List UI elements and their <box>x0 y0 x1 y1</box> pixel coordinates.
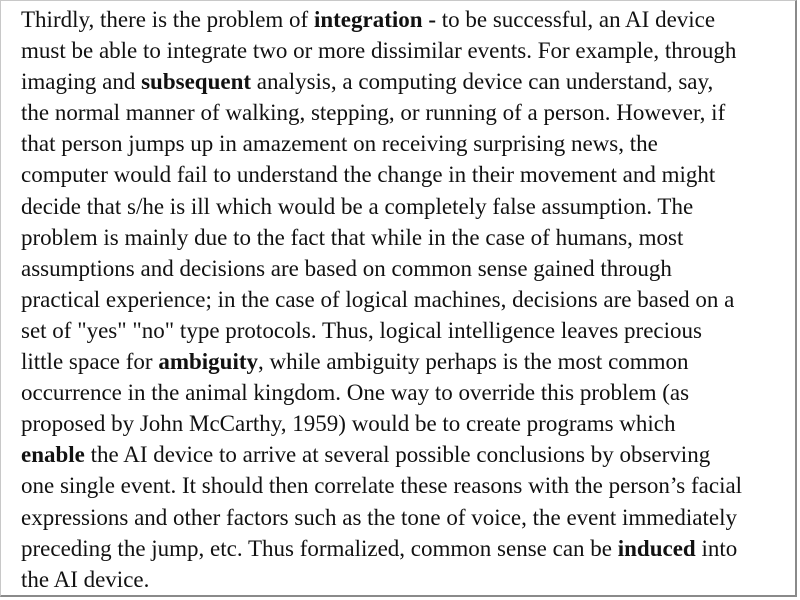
text-line <box>21 533 791 564</box>
text-run: assumptions and decisions are based on common sense gained through <box>21 255 672 281</box>
text-run: preceding the jump, etc. Thus formalized, common sense can be <box>21 535 618 561</box>
text-run: must be able to integrate two or more dissimilar events. For example, through <box>21 38 737 64</box>
text-run: computer would fail to understand the change in their movement and might <box>21 162 716 188</box>
text-line <box>21 377 791 408</box>
text-run: Thirdly, there is the problem of <box>21 7 314 32</box>
text-line <box>21 502 791 533</box>
text-line <box>21 66 791 97</box>
text-line <box>21 97 791 128</box>
text-run: occurrence in the animal kingdom. One way to override this problem (as <box>21 380 690 406</box>
text-run: into <box>695 535 738 561</box>
text-run: , while ambiguity perhaps is the most common <box>258 349 689 375</box>
text-run: expressions and other factors such as the tone of voice, the event immediately <box>21 504 737 530</box>
text-run: proposed by John McCarthy, 1959) would be to create programs which <box>21 411 676 437</box>
text-line <box>21 408 791 439</box>
text-line <box>21 564 791 595</box>
text-line <box>21 284 791 315</box>
bold-term: integration - <box>313 7 436 32</box>
text-run: little space for <box>21 349 159 375</box>
bold-term: induced <box>617 535 696 561</box>
text-run: decide that s/he is ill which would be a completely false assumption. The <box>21 193 694 219</box>
text-line <box>21 315 791 346</box>
text-run: imaging and <box>21 69 142 95</box>
bold-term: subsequent <box>141 69 252 95</box>
text-line <box>21 128 791 159</box>
text-run: the AI device. <box>21 566 150 592</box>
text-line <box>21 470 791 501</box>
text-run: problem is mainly due to the fact that while in the case of humans, most <box>21 224 684 250</box>
text-run: practical experience; in the case of logical machines, decisions are based on a <box>21 286 735 312</box>
text-line <box>21 346 791 377</box>
text-line <box>21 35 791 66</box>
text-line <box>21 191 791 222</box>
text-run: to be successful, an AI device <box>435 7 716 32</box>
text-run: that person jumps up in amazement on receiving surprising news, the <box>21 131 658 157</box>
text-run: the normal manner of walking, stepping, or running of a person. However, if <box>21 100 726 126</box>
bold-term: ambiguity <box>158 349 258 375</box>
text-line <box>21 253 791 284</box>
text-run: one single event. It should then correlate these reasons with the person’s facial <box>21 473 743 499</box>
text-run: set of "yes" "no" type protocols. Thus, logical intelligence leaves precious <box>21 317 702 343</box>
text-line <box>21 4 791 35</box>
text-run: analysis, a computing device can understand, say, <box>251 69 714 95</box>
text-line <box>21 222 791 253</box>
bold-term: enable <box>21 442 85 468</box>
text-line <box>21 439 791 470</box>
text-run: the AI device to arrive at several possible conclusions by observing <box>84 442 711 468</box>
text-line <box>21 159 791 190</box>
body-paragraph <box>21 4 791 595</box>
